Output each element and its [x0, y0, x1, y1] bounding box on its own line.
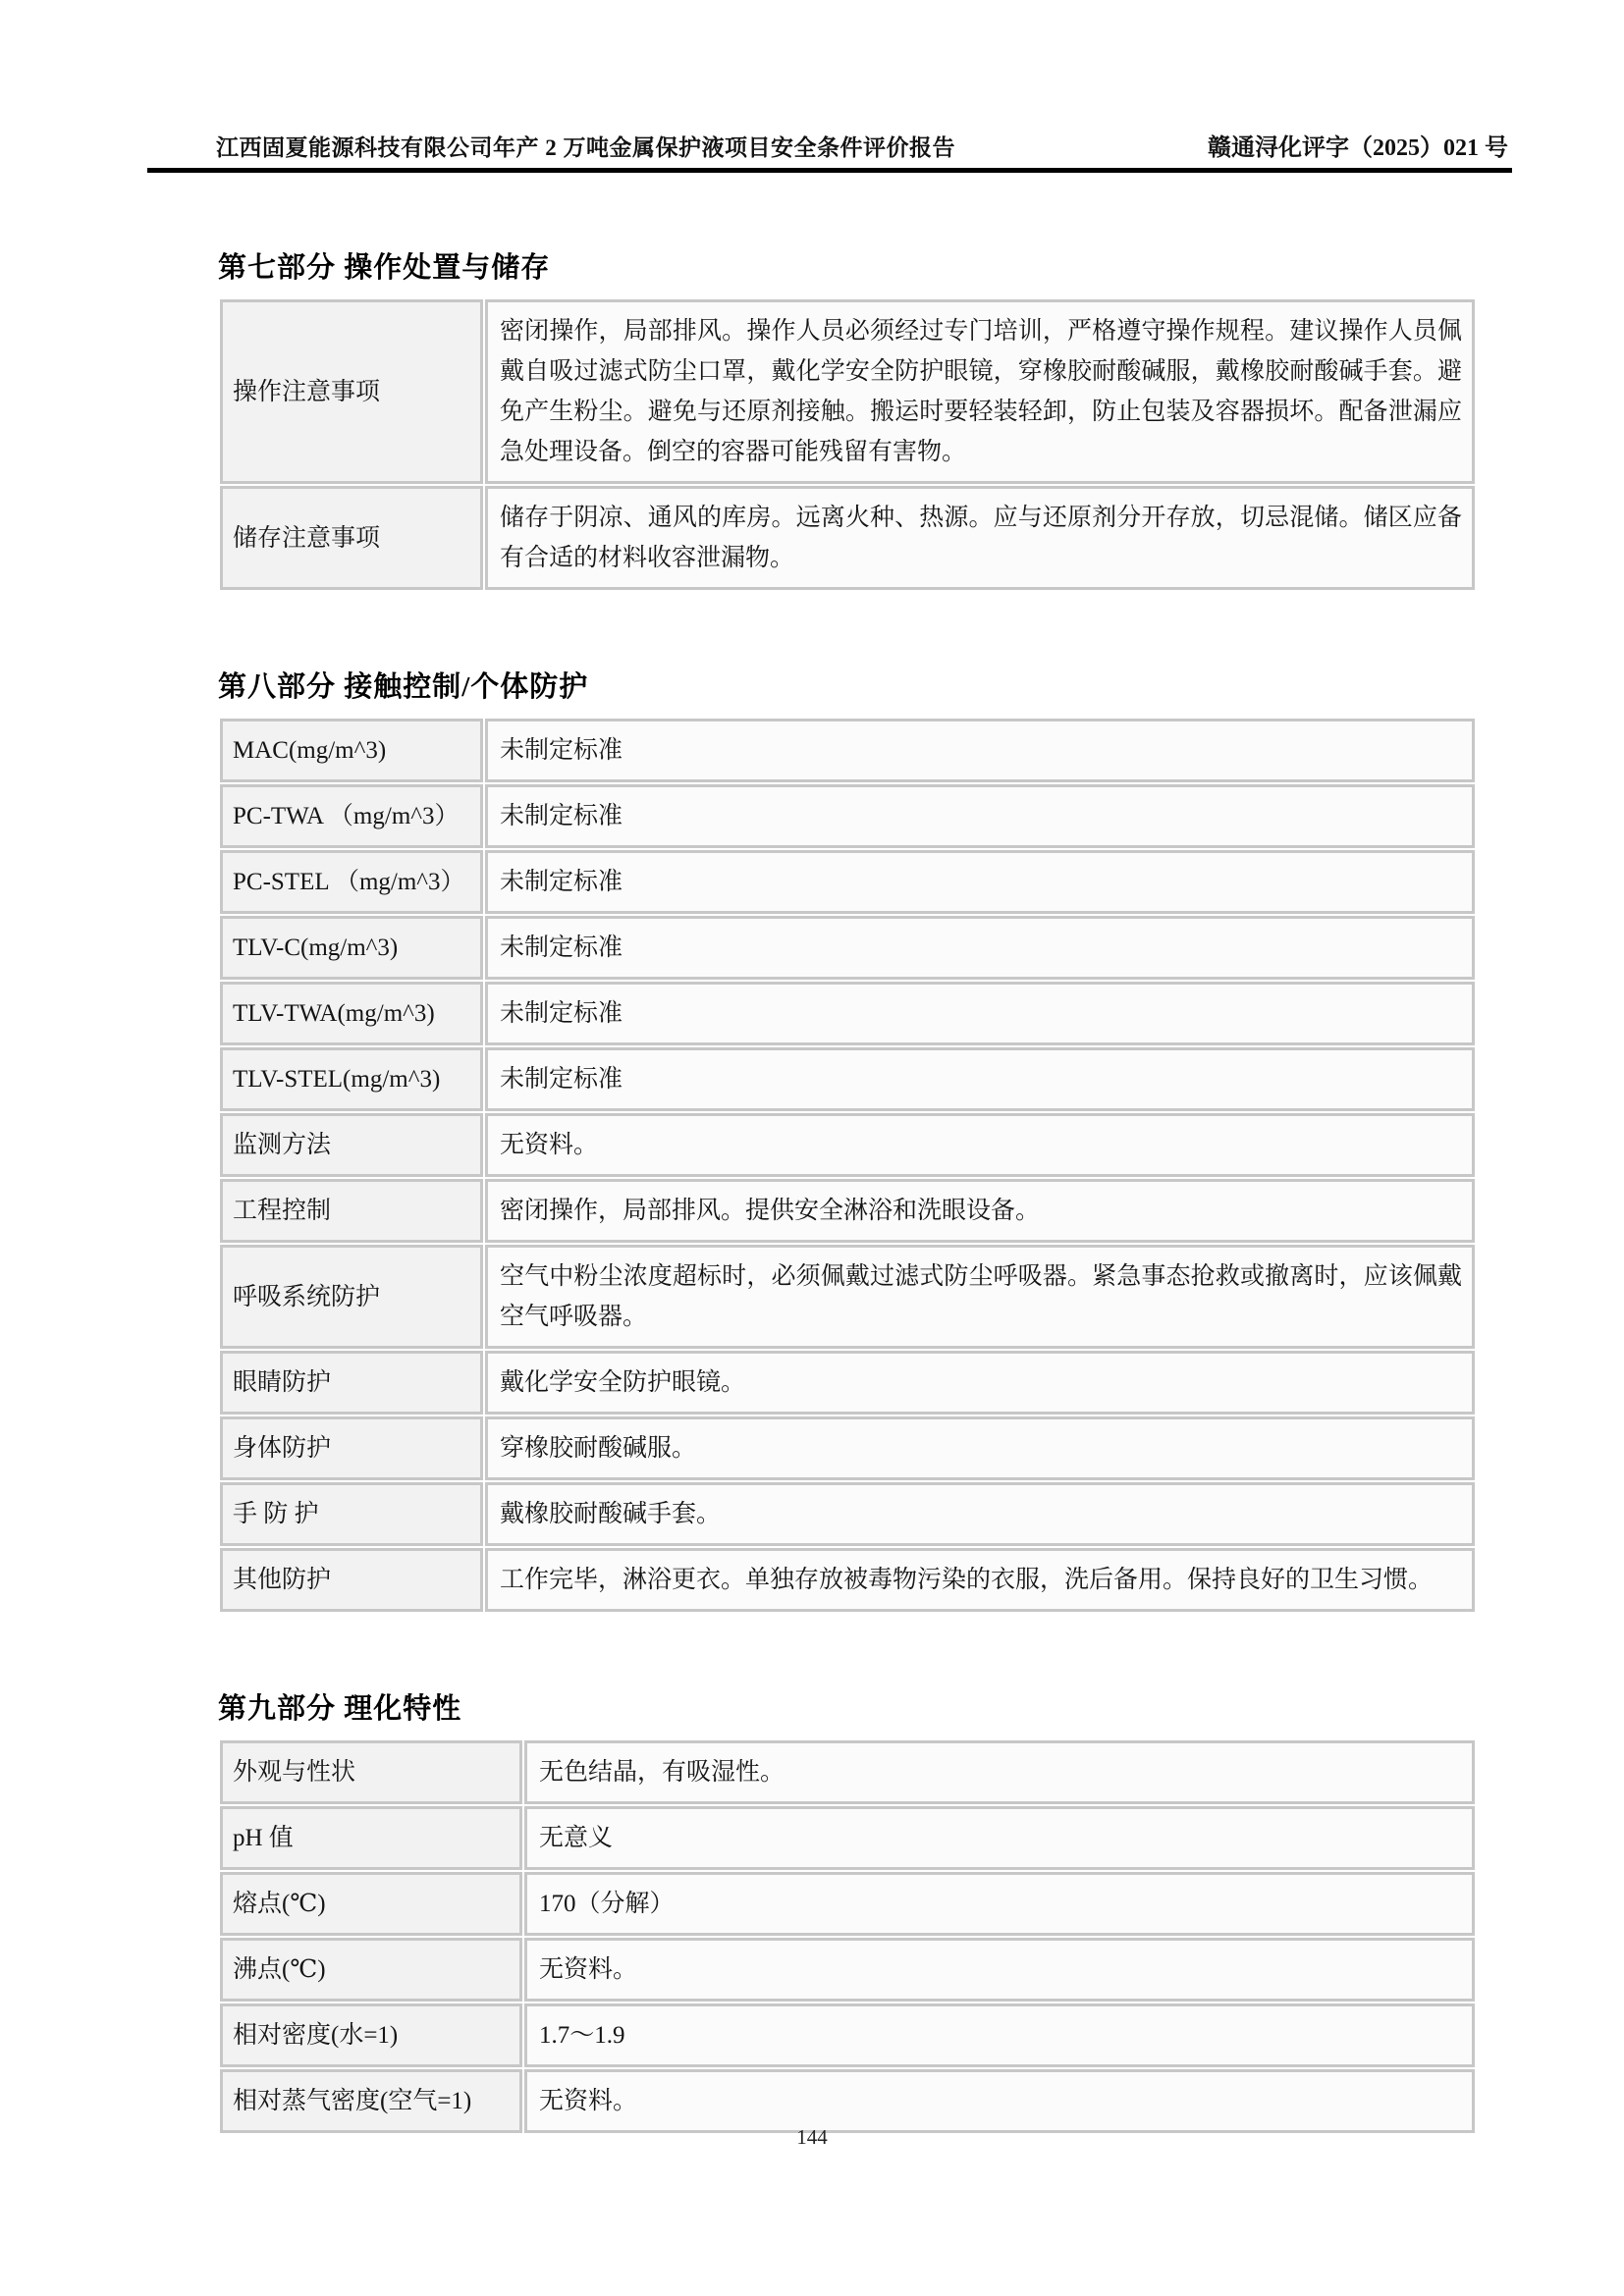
row-label: 其他防护: [220, 1548, 483, 1612]
row-value: 储存于阴凉、通风的库房。远离火种、热源。应与还原剂分开存放，切忌混储。储区应备有合适的材料收容泄漏物。: [485, 486, 1475, 590]
row-label: MAC(mg/m^3): [220, 719, 483, 782]
table-row: [220, 850, 1475, 914]
table-row: [220, 1740, 1475, 1804]
row-value: 未制定标准: [485, 719, 1475, 782]
row-value: 未制定标准: [485, 1047, 1475, 1111]
row-label: 沸点(℃): [220, 1938, 522, 2002]
row-label: PC-TWA （mg/m^3）: [220, 784, 483, 848]
row-label: TLV-C(mg/m^3): [220, 916, 483, 980]
table-row: [220, 2003, 1475, 2067]
table-row: [220, 784, 1475, 848]
row-value: 未制定标准: [485, 784, 1475, 848]
header-document-number: 赣通浔化评字（2025）021 号: [1208, 135, 1508, 161]
row-label: TLV-STEL(mg/m^3): [220, 1047, 483, 1111]
row-value: 戴橡胶耐酸碱手套。: [485, 1482, 1475, 1546]
page-number: 144: [796, 2125, 828, 2149]
row-value: 穿橡胶耐酸碱服。: [485, 1416, 1475, 1480]
exposure-controls-table: [218, 717, 1477, 1614]
row-label: 手 防 护: [220, 1482, 483, 1546]
row-label: PC-STEL （mg/m^3）: [220, 850, 483, 914]
table-row: [220, 1482, 1475, 1546]
table-row: [220, 1113, 1475, 1177]
row-label: 相对蒸气密度(空气=1): [220, 2069, 522, 2133]
page-header: [147, 128, 1512, 173]
table-row: [220, 1047, 1475, 1111]
row-label: 工程控制: [220, 1179, 483, 1243]
table-row: [220, 1872, 1475, 1936]
row-value: 未制定标准: [485, 850, 1475, 914]
section-handling-storage: [218, 245, 1477, 592]
table-row: [220, 486, 1475, 590]
row-label: 眼睛防护: [220, 1351, 483, 1415]
row-label: 熔点(℃): [220, 1872, 522, 1936]
row-value: 170（分解）: [524, 1872, 1475, 1936]
row-value: 无资料。: [485, 1113, 1475, 1177]
table-row: [220, 982, 1475, 1045]
table-row: [220, 1938, 1475, 2002]
row-value: 无色结晶，有吸湿性。: [524, 1740, 1475, 1804]
handling-storage-table: [218, 297, 1477, 592]
table-row: [220, 1351, 1475, 1415]
row-value: 密闭操作，局部排风。提供安全淋浴和洗眼设备。: [485, 1179, 1475, 1243]
row-value: 无意义: [524, 1806, 1475, 1870]
section-title: 第七部分 操作处置与储存: [218, 252, 551, 284]
row-value: 密闭操作，局部排风。操作人员必须经过专门培训，严格遵守操作规程。建议操作人员佩戴自吸过滤式防尘口罩，戴化学安全防护眼镜，穿橡胶耐酸碱服，戴橡胶耐酸碱手套。避免产生粉尘。避免与还原剂接触。搬运时要轻装轻卸，防止包装及容器损坏。配备泄漏应急处理设备。倒空的容器可能残留有害物。: [485, 299, 1475, 484]
table-row: [220, 719, 1475, 782]
section-exposure-controls: [218, 665, 1477, 1614]
table-row: [220, 1179, 1475, 1243]
row-label: 呼吸系统防护: [220, 1245, 483, 1349]
row-label: pH 值: [220, 1806, 522, 1870]
row-value: 空气中粉尘浓度超标时，必须佩戴过滤式防尘呼吸器。紧急事态抢救或撤离时，应该佩戴空气呼吸器。: [485, 1245, 1475, 1349]
row-value: 1.7～1.9: [524, 2003, 1475, 2067]
table-row: [220, 299, 1475, 484]
row-label: 操作注意事项: [220, 299, 483, 484]
row-label: 监测方法: [220, 1113, 483, 1177]
row-label: TLV-TWA(mg/m^3): [220, 982, 483, 1045]
table-row: [220, 2069, 1475, 2133]
row-label: 外观与性状: [220, 1740, 522, 1804]
table-row: [220, 916, 1475, 980]
section-physical-chemical: [218, 1686, 1477, 2135]
row-value: 未制定标准: [485, 982, 1475, 1045]
row-label: 身体防护: [220, 1416, 483, 1480]
row-value: 戴化学安全防护眼镜。: [485, 1351, 1475, 1415]
row-value: 无资料。: [524, 1938, 1475, 2002]
row-value: 工作完毕，淋浴更衣。单独存放被毒物污染的衣服，洗后备用。保持良好的卫生习惯。: [485, 1548, 1475, 1612]
row-value: 无资料。: [524, 2069, 1475, 2133]
table-row: [220, 1806, 1475, 1870]
section-title: 第八部分 接触控制/个体防护: [218, 671, 589, 703]
table-row: [220, 1416, 1475, 1480]
row-value: 未制定标准: [485, 916, 1475, 980]
page-content: [218, 245, 1477, 2208]
row-label: 相对密度(水=1): [220, 2003, 522, 2067]
table-row: [220, 1548, 1475, 1612]
table-row: [220, 1245, 1475, 1349]
header-report-title: 江西固夏能源科技有限公司年产 2 万吨金属保护液项目安全条件评价报告: [216, 135, 955, 160]
row-label: 储存注意事项: [220, 486, 483, 590]
physical-chemical-table: [218, 1738, 1477, 2135]
section-title: 第九部分 理化特性: [218, 1693, 462, 1725]
